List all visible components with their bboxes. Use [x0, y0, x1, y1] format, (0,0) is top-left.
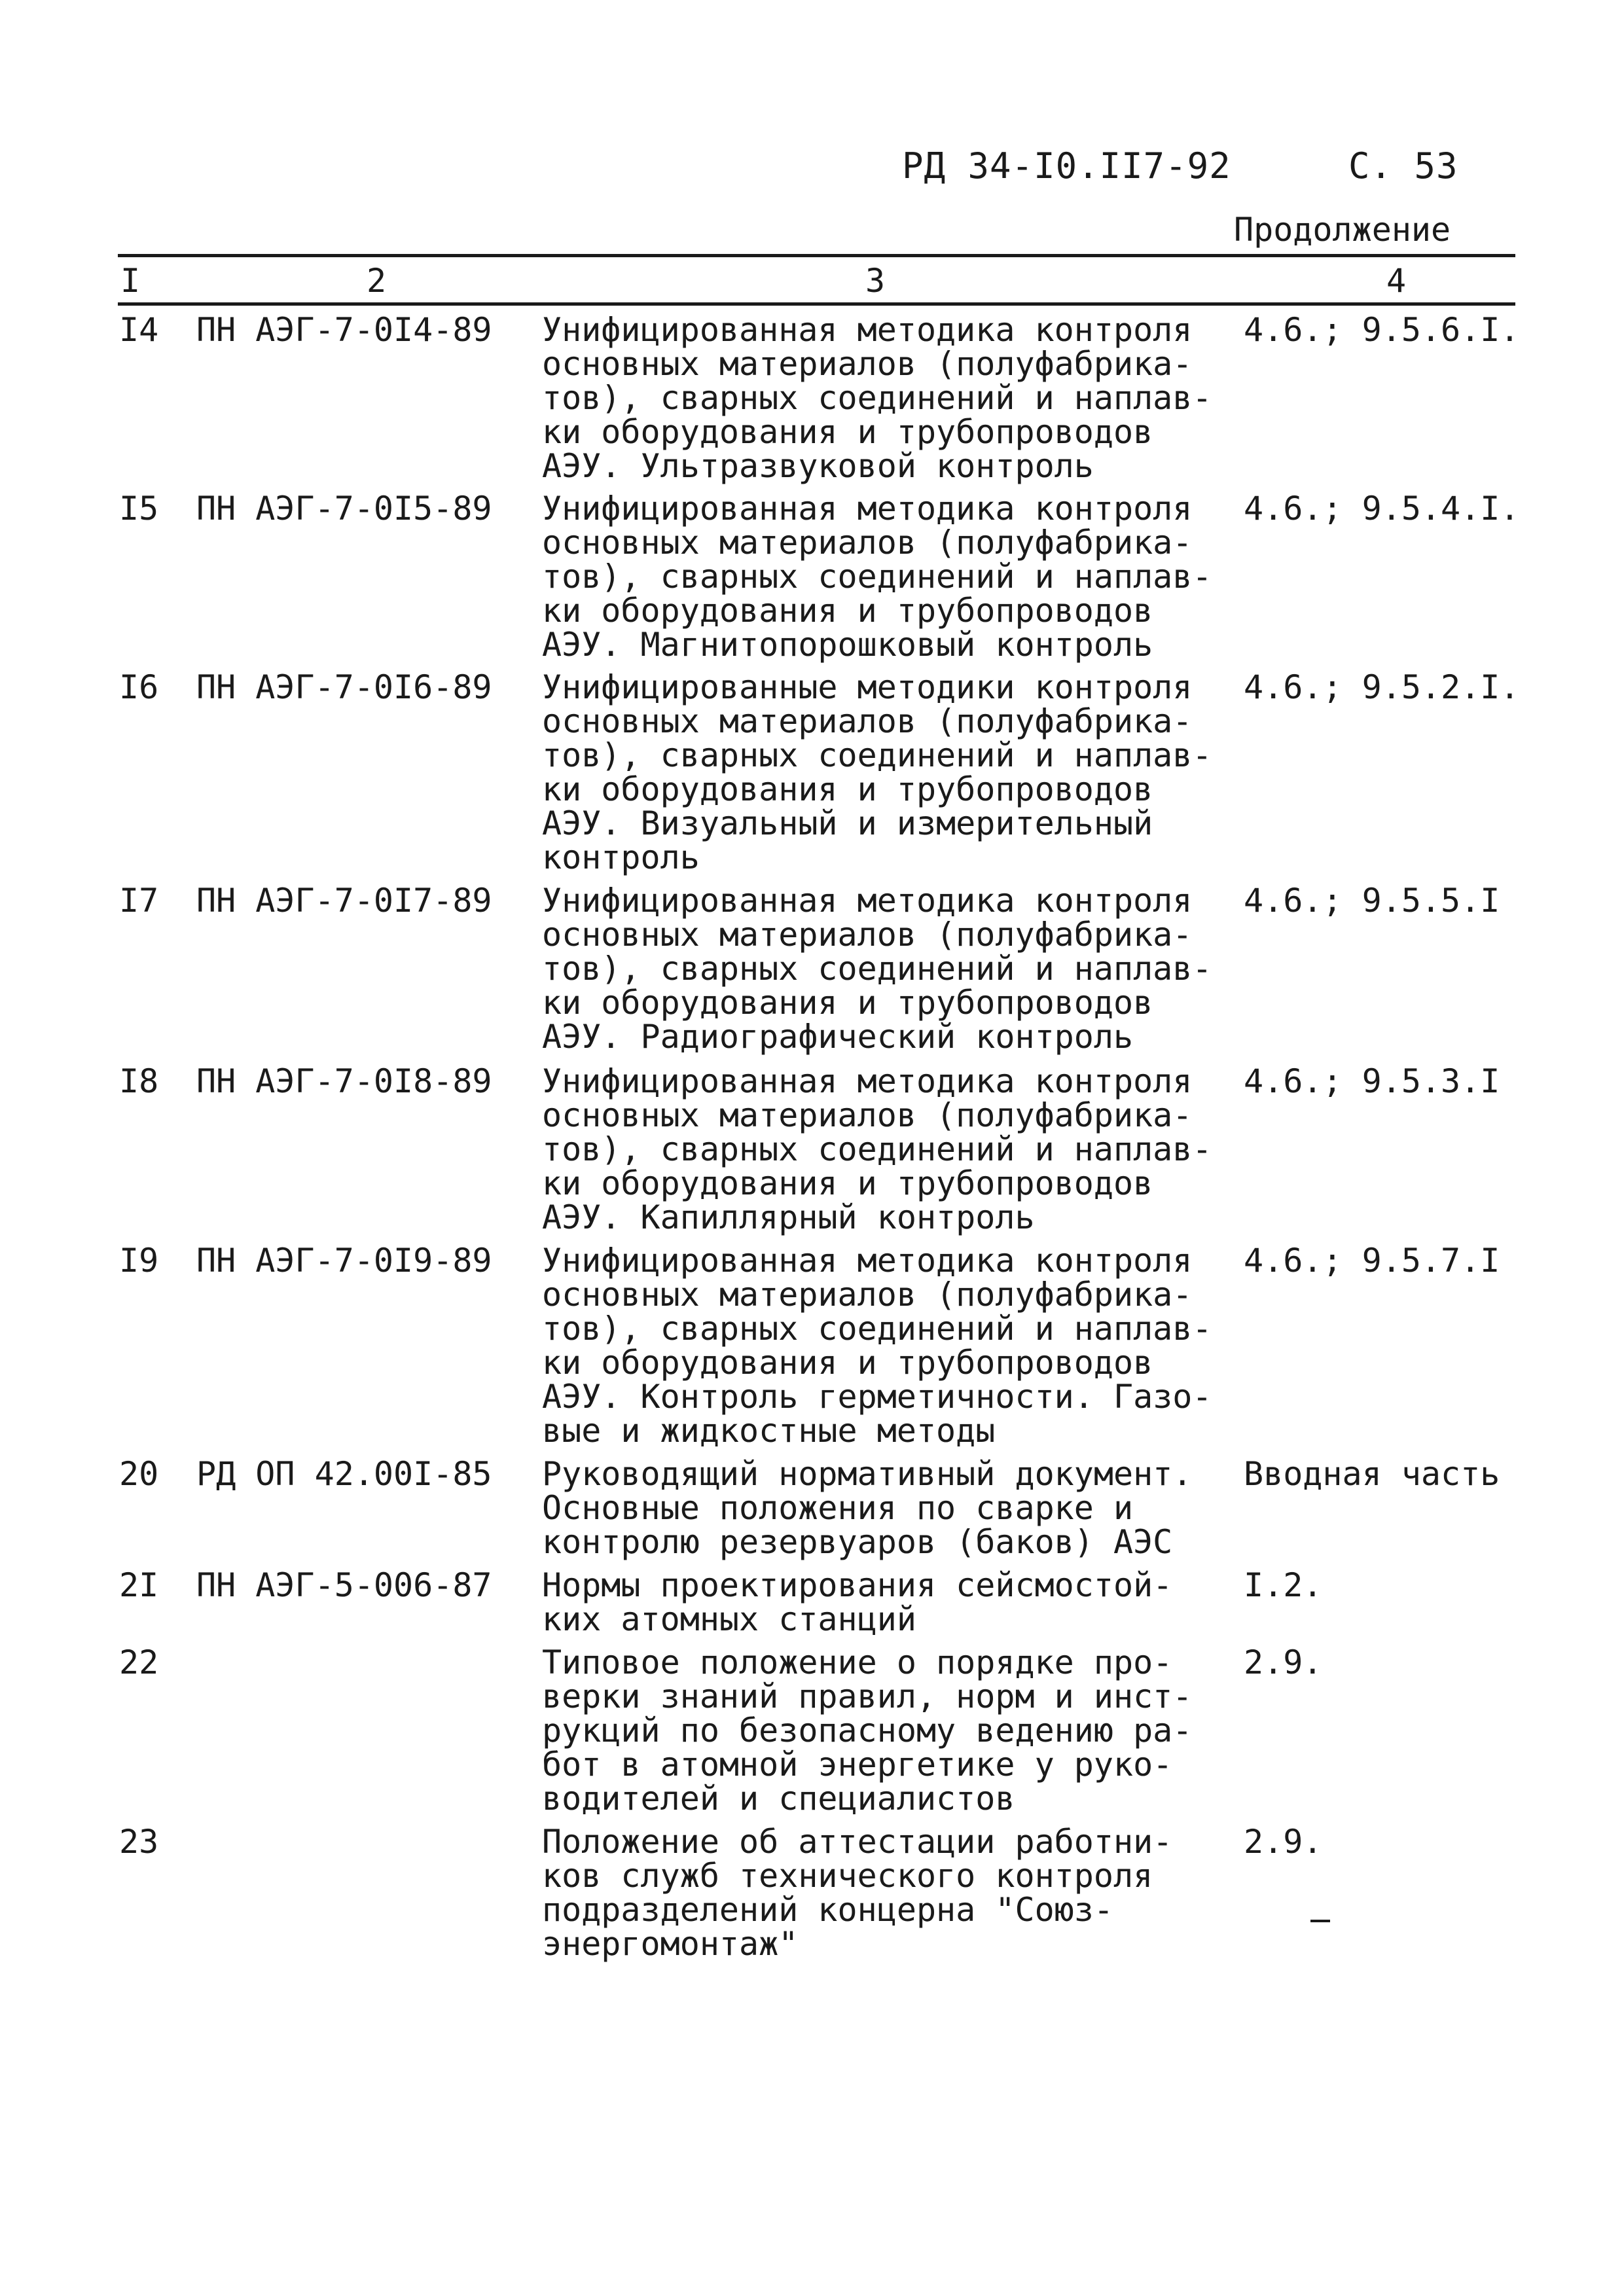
row-reference: 4.6.; 9.5.5.I	[1244, 882, 1500, 920]
row-number: 23	[119, 1823, 159, 1861]
column-header-2: 2	[367, 262, 387, 300]
row-reference: 2.9.	[1244, 1643, 1323, 1681]
row-reference: 4.6.; 9.5.3.I	[1244, 1062, 1500, 1100]
table-header-rule	[118, 302, 1515, 306]
row-code: ПН АЭГ-7-0I9-89	[196, 1242, 492, 1280]
row-reference: 4.6.; 9.5.2.I.	[1244, 668, 1520, 706]
row-code: ПН АЭГ-7-0I7-89	[196, 882, 492, 920]
page-number: С. 53	[1348, 145, 1458, 187]
row-title: Унифицированная методика контроля основных материалов (полуфабрика- тов), сварных соединений и наплав- ки оборудования и трубопроводов АЭУ. Капиллярный контроль	[542, 1062, 1212, 1236]
row-number: 2I	[119, 1566, 159, 1604]
row-number: 20	[119, 1455, 159, 1493]
row-number: I4	[119, 311, 159, 349]
continuation-label: Продолжение	[1234, 211, 1451, 249]
row-number: I6	[119, 668, 159, 706]
row-title: Унифицированная методика контроля основных материалов (полуфабрика- тов), сварных соединений и наплав- ки оборудования и трубопроводов АЭУ. Ультразвуковой контроль	[542, 311, 1212, 485]
row-reference: 4.6.; 9.5.7.I	[1244, 1242, 1500, 1280]
row-title: Нормы проектирования сейсмостой- ких атомных станций	[542, 1566, 1173, 1638]
document-number: РД 34-I0.II7-92	[902, 145, 1231, 187]
column-header-1: I	[120, 262, 141, 300]
row-number: 22	[119, 1643, 159, 1681]
table-top-rule	[118, 254, 1515, 257]
column-header-3: 3	[865, 262, 886, 300]
row-title: Типовое положение о порядке про- верки знаний правил, норм и инст- рукций по безопасному ведению ра- бот в атомной энергетике у руко- водителей и специалистов	[542, 1643, 1193, 1818]
row-reference: I.2.	[1244, 1566, 1323, 1604]
row-title: Унифицированная методика контроля основных материалов (полуфабрика- тов), сварных соединений и наплав- ки оборудования и трубопроводов АЭУ. Магнитопорошковый контроль	[542, 490, 1212, 664]
row-code: ПН АЭГ-7-0I6-89	[196, 668, 492, 706]
row-code: РД ОП 42.00I-85	[196, 1455, 492, 1493]
column-header-4: 4	[1386, 262, 1407, 300]
row-number: I7	[119, 882, 159, 920]
row-reference: 2.9.	[1244, 1823, 1323, 1861]
row-reference: 4.6.; 9.5.6.I.	[1244, 311, 1520, 349]
row-number: I9	[119, 1242, 159, 1280]
row-code: ПН АЭГ-7-0I5-89	[196, 490, 492, 528]
row-number: I5	[119, 490, 159, 528]
row-code: ПН АЭГ-5-006-87	[196, 1566, 492, 1604]
trailing-dash-mark	[1310, 1920, 1330, 1922]
row-number: I8	[119, 1062, 159, 1100]
row-title: Унифицированные методики контроля основных материалов (полуфабрика- тов), сварных соединений и наплав- ки оборудования и трубопроводов АЭУ. Визуальный и измерительный контроль	[542, 668, 1212, 876]
row-title: Положение об аттестации работни- ков служб технического контроля подразделений концерна "Союз- энергомонтаж"	[542, 1823, 1173, 1963]
row-title: Руководящий нормативный документ. Основные положения по сварке и контролю резервуаров (баков) АЭС	[542, 1455, 1193, 1561]
row-reference: Вводная часть	[1244, 1455, 1500, 1493]
row-code: ПН АЭГ-7-0I8-89	[196, 1062, 492, 1100]
row-title: Унифицированная методика контроля основных материалов (полуфабрика- тов), сварных соединений и наплав- ки оборудования и трубопроводов АЭУ. Контроль герметичности. Газо- вые и жидкостные методы	[542, 1242, 1212, 1450]
row-title: Унифицированная методика контроля основных материалов (полуфабрика- тов), сварных соединений и наплав- ки оборудования и трубопроводов АЭУ. Радиографический контроль	[542, 882, 1212, 1056]
row-code: ПН АЭГ-7-0I4-89	[196, 311, 492, 349]
row-reference: 4.6.; 9.5.4.I.	[1244, 490, 1520, 528]
